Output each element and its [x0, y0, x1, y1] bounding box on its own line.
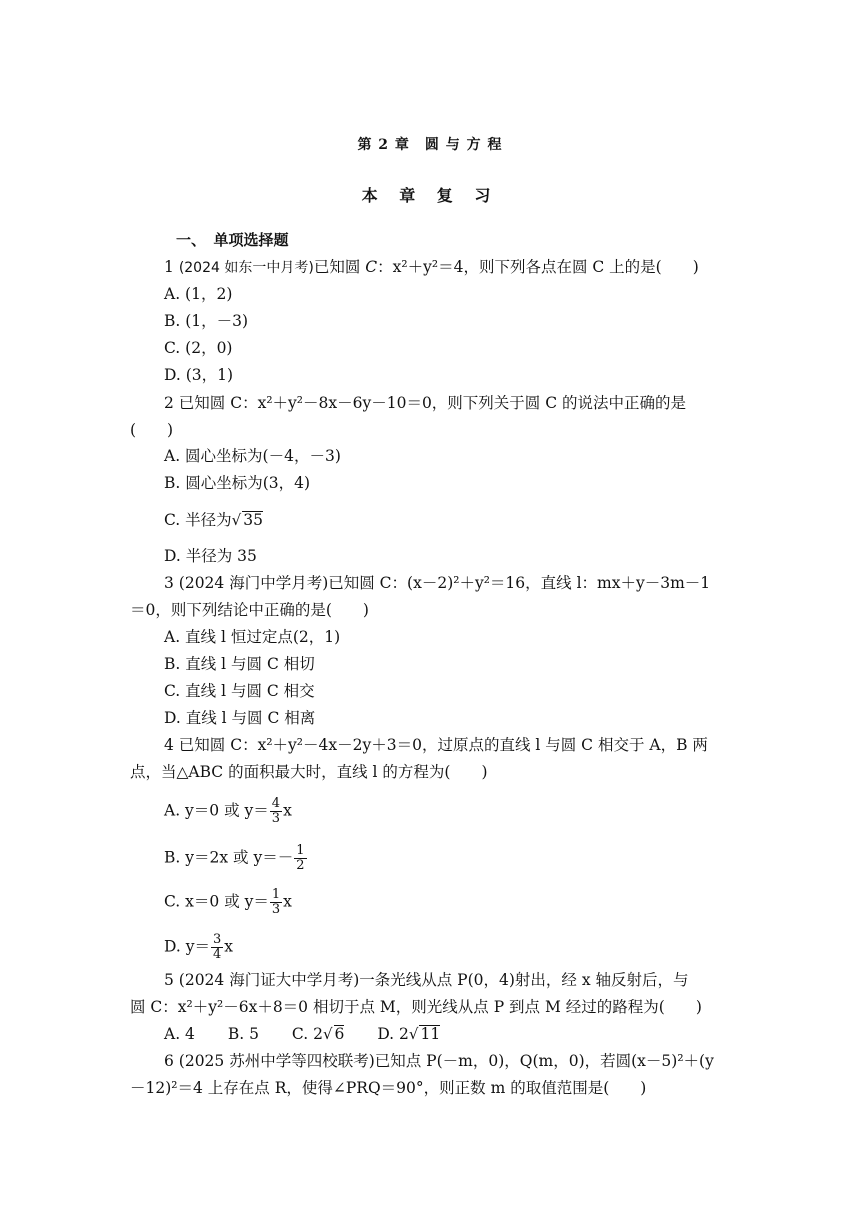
fraction: $\frac{1}{2}$: [296, 843, 305, 873]
section-title: 本 章 复 习: [361, 186, 499, 205]
question-1-option-b: B. (1，－3): [164, 312, 249, 330]
sqrt-value: 35: [243, 511, 263, 529]
question-2-option-a: A. 圆心坐标为(－4，－3): [164, 447, 341, 465]
fraction: $\frac{4}{3}$: [271, 796, 281, 826]
fraction: $\frac{1}{3}$: [271, 887, 281, 917]
question-4-stem-line2: 点，当△ABC 的面积最大时，直线 l 的方程为( ): [130, 763, 488, 781]
question-2-option-c: C. 半径为√ 35: [164, 511, 263, 529]
question-3-option-b: B. 直线 l 与圆 C 相切: [164, 655, 315, 673]
question-1-option-d: D. (3，1): [164, 366, 234, 384]
question-5-stem-line1: 5 (2024 海门证大中学月考)一条光线从点 P(0，4)射出，经 x 轴反射后，与: [164, 971, 689, 989]
question-2-option-b: B. 圆心坐标为(3，4): [164, 474, 311, 492]
question-6-stem-line1: 6 (2025 苏州中学等四校联考)已知点 P(－m，0)，Q(m，0)，若圆(x－5)²＋(y: [164, 1052, 714, 1070]
question-3-stem-line2: ＝0，则下列结论中正确的是( ): [130, 601, 369, 619]
question-2-stem-line1: 2 已知圆 C：x²＋y²－8x－6y－10＝0，则下列关于圆 C 的说法中正确的是: [164, 394, 687, 412]
question-4-stem-line1: 4 已知圆 C：x²＋y²－4x－2y＋3＝0，过原点的直线 l 与圆 C 相交于 A，B 两: [164, 736, 708, 754]
question-3-option-d: D. 直线 l 与圆 C 相离: [164, 709, 316, 727]
question-1-option-a: A. (1，2): [164, 285, 233, 303]
part-heading: 一、 单项选择题: [176, 231, 289, 249]
question-4-option-a: A. y＝0 或 y＝ $\frac{4}{3}$ x: [164, 796, 292, 826]
question-2-stem-line2: ( ): [130, 421, 174, 439]
question-5-stem-line2: 圆 C：x²＋y²－6x＋8＝0 相切于点 M，则光线从点 P 到点 M 经过的路程为( ): [130, 998, 702, 1016]
question-4-option-b: B. y＝2x 或 y＝－ $\frac{1}{2}$: [164, 843, 305, 873]
question-4-option-d: D. y＝ $\frac{3}{4}$ x: [164, 932, 234, 962]
question-3-stem-line1: 3 (2024 海门中学月考)已知圆 C：(x－2)²＋y²＝16，直线 l：mx＋y－3m－1: [164, 574, 711, 592]
question-3-option-a: A. 直线 l 恒过定点(2，1): [164, 628, 341, 646]
question-2-option-d: D. 半径为 35: [164, 547, 257, 565]
question-1-option-c: C. (2，0): [164, 339, 233, 357]
question-5-option-a: A. 4: [164, 1025, 195, 1043]
question-5-options: [164, 1024, 468, 1044]
question-4-option-c: C. x＝0 或 y＝ $\frac{1}{3}$ x: [164, 887, 292, 917]
question-5-option-b: B. 5: [227, 1025, 259, 1043]
question-3-option-c: C. 直线 l 与圆 C 相交: [164, 682, 315, 700]
chapter-title: 第 2 章 圆 与 方 程: [357, 137, 503, 153]
question-5-option-c: C. 2√ 6: [291, 1025, 345, 1043]
question-5-option-d: D. 2√ 11: [377, 1025, 441, 1043]
fraction: $\frac{3}{4}$: [213, 932, 222, 962]
question-6-stem-line2: －12)²＝4 上存在点 R，使得∠PRQ＝90°，则正数 m 的取值范围是( ): [130, 1079, 647, 1097]
question-1-stem: 1 (2024 如东一中月考)已知圆 C：x²＋y²＝4，则下列各点在圆 C 上的是( ): [164, 258, 699, 276]
